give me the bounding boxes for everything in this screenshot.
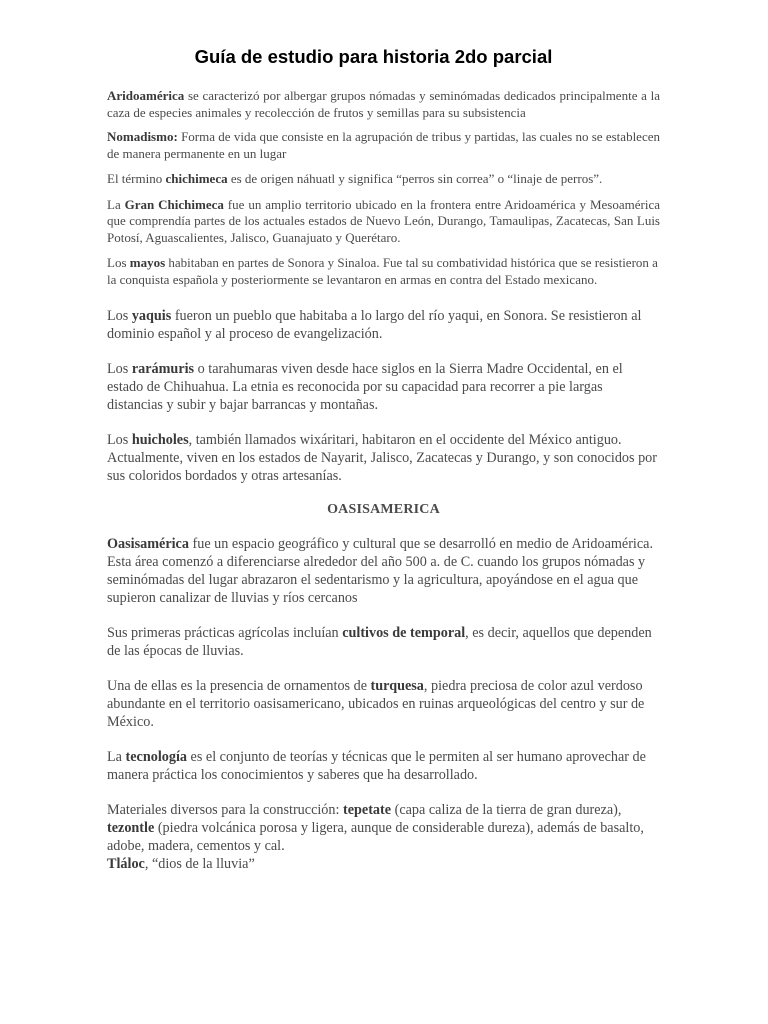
paragraph-tlaloc bbox=[107, 855, 660, 873]
paragraph-tecnologia bbox=[107, 748, 660, 784]
section-heading-oasisamerica: OASISAMERICA bbox=[327, 502, 440, 517]
term-tepetate: tepetate bbox=[342, 802, 392, 818]
paragraph-text: Los bbox=[107, 255, 130, 270]
paragraph-cultivos bbox=[107, 624, 660, 660]
term-gran-chichimeca: Gran Chichimeca bbox=[124, 196, 224, 212]
document-page bbox=[107, 46, 660, 873]
paragraph-aridoamerica bbox=[107, 88, 660, 121]
page-title: Guía de estudio para historia 2do parcial bbox=[194, 46, 553, 67]
term-nomadismo: Nomadismo: bbox=[107, 129, 178, 144]
paragraph-text: , también llamados wixáritari, habitaron en el occidente del México antiguo. Actualmente, viven en los estados de Nayarit, Jalisco, Zacatecas y Durango, y son conocidos por sus coloridos bordados y otras artesanías. bbox=[107, 432, 657, 484]
paragraph-yaquis bbox=[107, 307, 660, 343]
term-huicholes: huicholes bbox=[131, 432, 189, 448]
paragraph-text: (capa caliza de la tierra de gran dureza), bbox=[391, 802, 622, 818]
paragraph-text: es el conjunto de teorías y técnicas que le permiten al ser humano aprovechar de manera práctica los conocimientos y saberes que ha desarrollado. bbox=[107, 749, 646, 783]
paragraph-materiales bbox=[107, 801, 660, 855]
paragraph-text: Materiales diversos para la construcción: bbox=[107, 802, 343, 818]
paragraph-text: Los bbox=[107, 308, 132, 324]
term-raramuris: rarámuris bbox=[131, 361, 195, 377]
paragraph-text: La bbox=[107, 749, 126, 765]
paragraph-text: es de origen náhuatl y significa “perros sin correa” o “linaje de perros”. bbox=[227, 171, 603, 186]
term-mayos: mayos bbox=[129, 255, 166, 270]
paragraph-mayos bbox=[107, 255, 660, 288]
paragraph-text: , es decir, aquellos que dependen de las épocas de lluvias. bbox=[107, 625, 652, 659]
paragraph-text: habitaban en partes de Sonora y Sinaloa. Fue tal su combatividad histórica que se resistieron a la conquista española y posteriormente se levantaron en armas en contra del Estado mexicano. bbox=[107, 255, 658, 287]
paragraph-huicholes bbox=[107, 431, 660, 485]
paragraph-text: se caracterizó por albergar grupos nómadas y seminómadas dedicados principalmente a la caza de especies animales y recolección de frutos y semillas para su subsistencia bbox=[107, 88, 660, 120]
term-oasisamerica: Oasisamérica bbox=[107, 536, 189, 552]
paragraph-text: fue un amplio territorio ubicado en la frontera entre Aridoamérica y Mesoamérica que comprendía partes de los actuales estados de Nuevo León, Durango, Tamaulipas, Zacatecas, San Luis Potosí, Aguascalientes, Jalisco, Guanajuato y Querétaro. bbox=[107, 196, 660, 245]
paragraph-text: , “dios de la lluvia” bbox=[144, 856, 255, 872]
paragraph-text: , piedra preciosa de color azul verdoso abundante en el territorio oasisamericano, ubicados en ruinas arqueológicas del centro y sur de México. bbox=[107, 678, 645, 730]
paragraph-text: (piedra volcánica porosa y ligera, aunque de considerable dureza), además de basalto, adobe, madera, cementos y cal. bbox=[107, 820, 644, 854]
term-yaquis: yaquis bbox=[131, 308, 172, 324]
paragraph-text: Forma de vida que consiste en la agrupación de tribus y partidas, las cuales no se establecen de manera permanente en un lugar bbox=[107, 129, 660, 161]
paragraph-text: Sus primeras prácticas agrícolas incluían bbox=[107, 625, 343, 641]
paragraph-chichimeca bbox=[107, 171, 660, 188]
paragraph-text: Los bbox=[107, 432, 132, 448]
term-tezontle: tezontle bbox=[107, 820, 155, 836]
paragraph-gran-chichimeca bbox=[107, 197, 660, 247]
paragraph-text: La bbox=[107, 196, 125, 212]
term-tecnologia: tecnología bbox=[125, 749, 187, 765]
paragraph-raramuris bbox=[107, 360, 660, 414]
paragraph-text: fue un espacio geográfico y cultural que se desarrolló en medio de Aridoamérica. Esta área comenzó a diferenciarse alrededor del año 500 a. de C. cuando los grupos nómadas y seminómadas del lugar abrazaron el sedentarismo y la agricultura, apoyándose en el agua que supieron canalizar de lluvias y ríos cercanos bbox=[107, 536, 654, 606]
paragraph-text: Una de ellas es la presencia de ornamentos de bbox=[107, 678, 371, 694]
term-turquesa: turquesa bbox=[370, 678, 424, 694]
paragraph-text: fueron un pueblo que habitaba a lo largo del río yaqui, en Sonora. Se resistieron al dominio español y al proceso de evangelización. bbox=[107, 308, 642, 342]
paragraph-oasisamerica bbox=[107, 535, 660, 607]
term-cultivos-de-temporal: cultivos de temporal bbox=[342, 625, 466, 641]
paragraph-nomadismo bbox=[107, 129, 660, 162]
paragraph-text: El término bbox=[107, 171, 166, 186]
term-aridoamerica: Aridoamérica bbox=[107, 88, 185, 103]
paragraph-text: Los bbox=[107, 361, 132, 377]
term-chichimeca: chichimeca bbox=[165, 171, 228, 186]
paragraph-text: o tarahumaras viven desde hace siglos en la Sierra Madre Occidental, en el estado de Chihuahua. La etnia es reconocida por su capacidad para recorrer a pie largas distancias y subir y bajar barrancas y montañas. bbox=[107, 361, 623, 413]
term-tlaloc: Tláloc bbox=[107, 856, 145, 872]
paragraph-turquesa bbox=[107, 677, 660, 731]
